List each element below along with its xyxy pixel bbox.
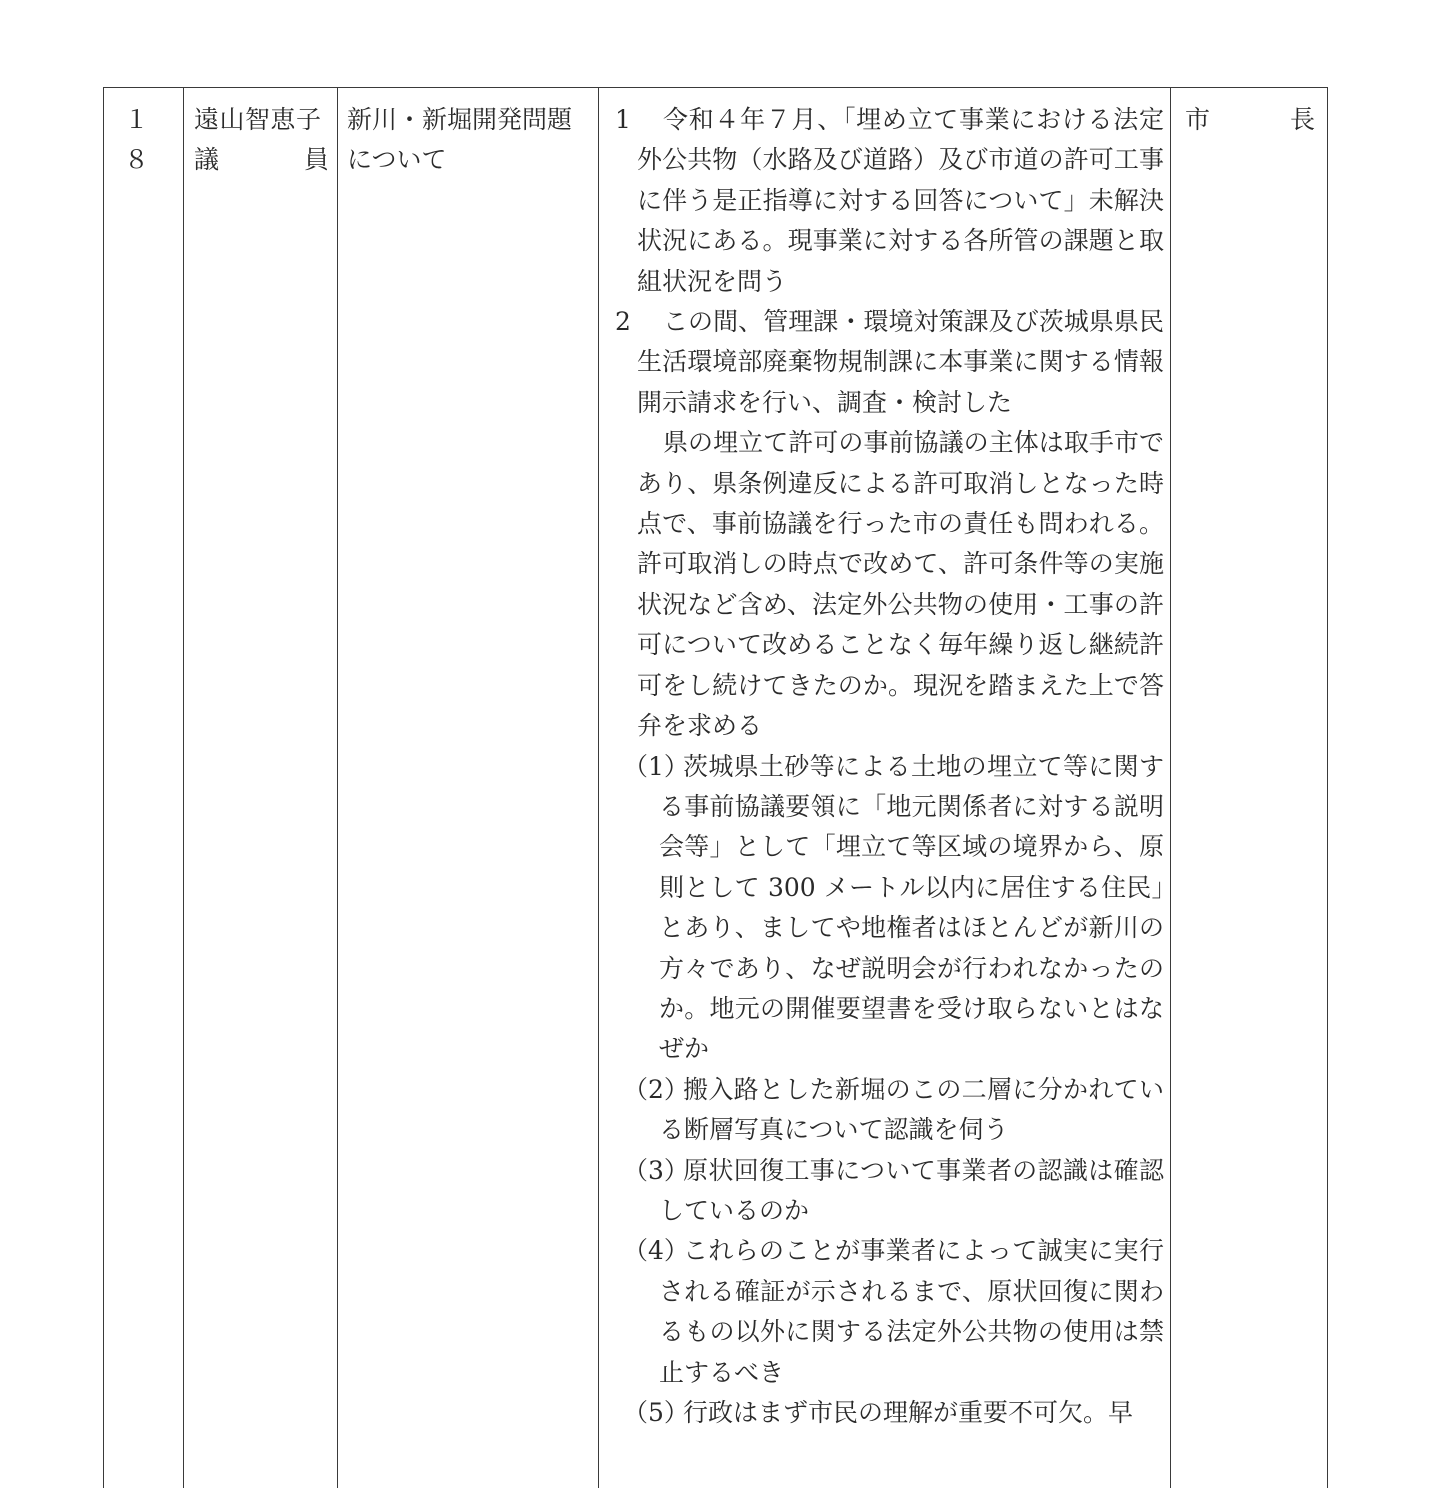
table-row xyxy=(104,88,1328,1488)
sub-item xyxy=(615,747,1164,1070)
sub-item-text: 搬入路とした新堀のこの二層に分かれている断層写真について認識を伺う xyxy=(659,1070,1164,1151)
respondent-char: 長 xyxy=(1290,100,1315,140)
number-cell xyxy=(104,88,184,1488)
question-item xyxy=(615,100,1164,302)
member-title xyxy=(184,140,337,180)
sub-item-text: これらのことが事業者によって誠実に実行される確証が示されるまで、原状回復に関わるもの以外に関する法定外公共物の使用は禁止するべき xyxy=(659,1231,1164,1393)
item-marker: 2 xyxy=(615,302,631,342)
sub-item xyxy=(615,1070,1164,1151)
item-text: 令和４年７月、「埋め立て事業における法定外公共物（水路及び道路）及び市道の許可工事に伴う是正指導に対する回答について」未解決状況にある。現事業に対する各所管の課題と取組状況を問う xyxy=(637,100,1164,302)
subject-line: について xyxy=(338,140,598,180)
question-number: １８ xyxy=(104,100,183,181)
sub-item-marker: （4） xyxy=(623,1231,689,1271)
respondent xyxy=(1171,100,1327,140)
question-table xyxy=(103,87,1328,1488)
item-paragraph: 県の埋立て許可の事前協議の主体は取手市であり、県条例違反による許可取消しとなった時点で、事前協議を行った市の責任も問われる。許可取消しの時点で改めて、許可条件等の実施状況など含め、法定外公共物の使用・工事の許可について改めることなく毎年繰り返し継続許可をし続けてきたのか。現況を踏まえた上で答弁を求める xyxy=(615,423,1164,746)
member-name: 遠山智恵子 xyxy=(184,100,337,140)
sub-item xyxy=(615,1231,1164,1393)
member-title-char: 議 xyxy=(194,140,219,180)
subject-line: 新川・新堀開発問題 xyxy=(338,100,598,140)
member-cell xyxy=(184,88,338,1488)
subject-cell xyxy=(338,88,599,1488)
sub-item-text: 行政はまず市民の理解が重要不可欠。早 xyxy=(659,1393,1164,1433)
respondent-cell xyxy=(1171,88,1328,1488)
question-item xyxy=(615,302,1164,423)
member-title-char: 員 xyxy=(304,140,329,180)
sub-item xyxy=(615,1151,1164,1232)
item-text: この間、管理課・環境対策課及び茨城県県民生活環境部廃棄物規制課に本事業に関する情報開示請求を行い、調査・検討した xyxy=(637,302,1164,423)
sub-item xyxy=(615,1393,1164,1433)
sub-item-marker: （1） xyxy=(623,747,689,787)
sub-item-marker: （3） xyxy=(623,1151,689,1191)
item-marker: 1 xyxy=(615,100,631,140)
content-cell xyxy=(599,88,1171,1488)
sub-item-marker: （2） xyxy=(623,1070,689,1110)
sub-item-marker: （5） xyxy=(623,1393,689,1433)
respondent-char: 市 xyxy=(1185,100,1210,140)
sub-item-text: 原状回復工事について事業者の認識は確認しているのか xyxy=(659,1151,1164,1232)
sub-item-text: 茨城県土砂等による土地の埋立て等に関する事前協議要領に「地元関係者に対する説明会等」として「埋立て等区域の境界から、原則として 300 メートル以内に居住する住民」とあり、ましてや地権者はほとんどが新川の方々であり、なぜ説明会が行われなかったのか。地元の開催要望書を受け取らないとはなぜか xyxy=(659,747,1164,1070)
